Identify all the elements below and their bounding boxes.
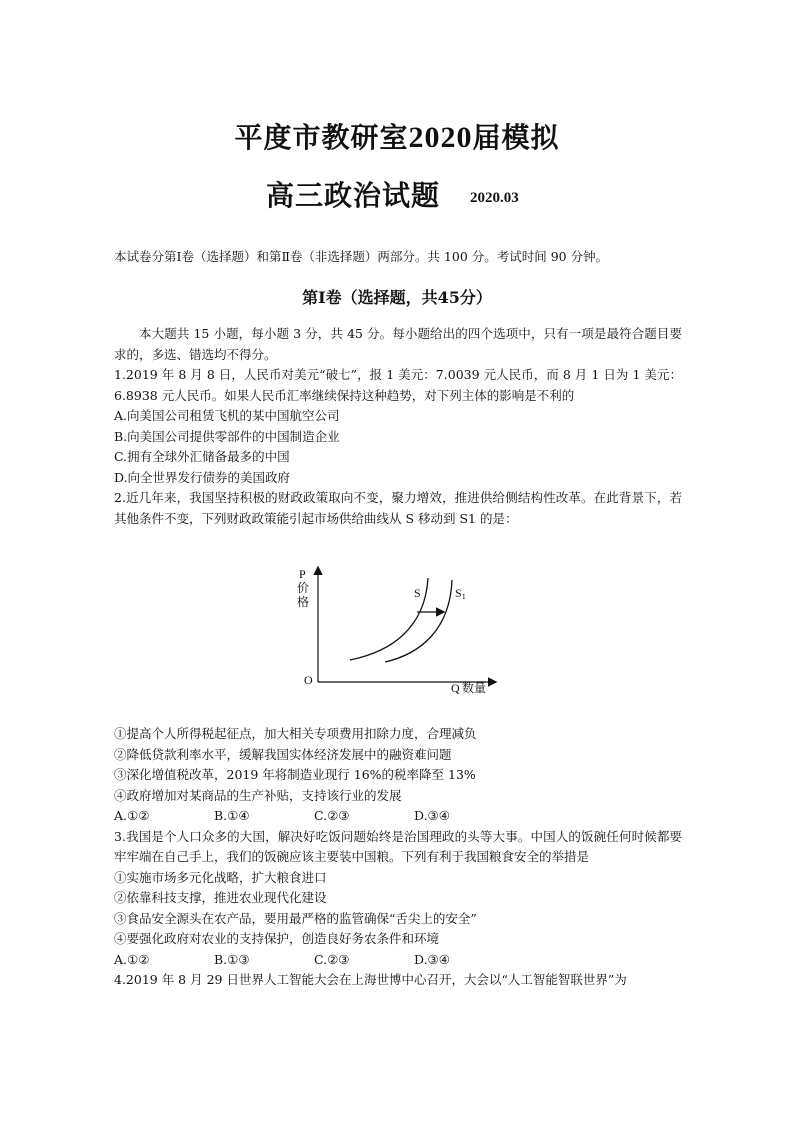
q2-item-2: ②降低贷款利率水平，缓解我国实体经济发展中的融资难问题 xyxy=(114,746,452,762)
q2-choice-d: D.③④ xyxy=(414,808,450,823)
label-qty: 数量 xyxy=(462,681,487,695)
q2-choice-a: A.①② xyxy=(114,808,150,823)
label-s1: S1 xyxy=(455,586,466,601)
exam-intro: 本试卷分第Ⅰ卷（选择题）和第Ⅱ卷（非选择题）两部分。共 100 分。考试时间 90 分钟。 xyxy=(114,249,609,264)
q1-option-d: D.向全世界发行债券的美国政府 xyxy=(114,469,291,485)
supply-curve-chart xyxy=(290,564,510,699)
title-year: 2020 xyxy=(408,121,473,154)
q3-choice-d: D.③④ xyxy=(414,951,450,967)
q2-item-4: ④政府增加对某商品的生产补贴，支持该行业的发展 xyxy=(114,787,402,803)
label-q: Q xyxy=(451,681,460,695)
q1-option-c: C.拥有全球外汇储备最多的中国 xyxy=(114,449,290,464)
q3-item-1: ①实施市场多元化战略，扩大粮食进口 xyxy=(114,869,327,885)
q3-item-2: ②依靠科技支撑，推进农业现代化建设 xyxy=(114,890,327,905)
q1-option-a: A.向美国公司租赁飞机的某中国航空公司 xyxy=(114,408,340,423)
q1-stem: 1.2019 年 8 月 8 日，人民币对美元“破七”，报 1 美元：7.0039 元人民币，而 8 月 1 日为 1 美元：6.8938 元人民币。如果人民币汇率继续保持这种趋势，对下列主体的影响是不利的 xyxy=(114,367,682,403)
title-line-1 xyxy=(0,116,794,156)
q3-item-4: ④要强化政府对农业的支持保护，创造良好务农条件和环境 xyxy=(114,931,440,946)
q4-stem: 4.2019 年 8 月 29 日世界人工智能大会在上海世博中心召开，大会以“人工智能智联世界”为 xyxy=(114,972,627,987)
label-price-2: 格 xyxy=(297,595,310,609)
q1-option-b: B.向美国公司提供零部件的中国制造企业 xyxy=(114,428,340,444)
instructions: 本大题共 15 小题，每小题 3 分，共 45 分。每小题给出的四个选项中，只有一项是最符合题目要求的，多选、错选均不得分。 xyxy=(114,326,682,362)
body-part-2 xyxy=(114,724,682,991)
q3-item-3: ③食品安全源头在农产品，要用最严格的监管确保“舌尖上的安全” xyxy=(114,910,477,926)
title-line-2: 高三政治试题 xyxy=(266,179,441,212)
q3-choices xyxy=(114,950,682,971)
label-p: P xyxy=(299,567,306,581)
q2-item-1: ①提高个人所得税起征点，加大相关专项费用扣除力度，合理减负 xyxy=(114,726,477,741)
q3-choice-c: C.②③ xyxy=(314,951,350,967)
exam-date: 2020.03 xyxy=(470,190,519,206)
q2-stem: 2.近几年来，我国坚持积极的财政政策取向不变，聚力增效，推进供给侧结构性改革。在此背景下，若其他条件不变，下列财政政策能引起市场供给曲线从 S 移动到 S1 的是： xyxy=(114,490,682,526)
title-part-b: 届模拟 xyxy=(472,121,560,154)
q3-stem: 3.我国是个人口众多的大国，解决好吃饭问题始终是治国理政的头等大事。中国人的饭碗任何时候都要牢牢端在自己手上，我们的饭碗应该主要装中国粮。下列有利于我国粮食安全的举措是 xyxy=(114,828,682,864)
section-title: 第Ⅰ卷（选择题，共45分） xyxy=(302,288,492,307)
q2-choice-b: B.①④ xyxy=(214,808,250,823)
q2-choice-c: C.②③ xyxy=(314,808,350,823)
q2-choices xyxy=(114,806,682,827)
label-origin: O xyxy=(304,673,313,687)
body-part-1 xyxy=(114,324,682,529)
q3-choice-b: B.①③ xyxy=(214,951,250,967)
title-part-a: 平度市教研室 xyxy=(234,121,409,154)
label-s: S xyxy=(414,586,421,600)
label-price-1: 价 xyxy=(297,581,310,595)
q2-item-3: ③深化增值税改革，2019 年将制造业现行 16%的税率降至 13% xyxy=(114,767,476,782)
q3-choice-a: A.①② xyxy=(114,951,150,967)
